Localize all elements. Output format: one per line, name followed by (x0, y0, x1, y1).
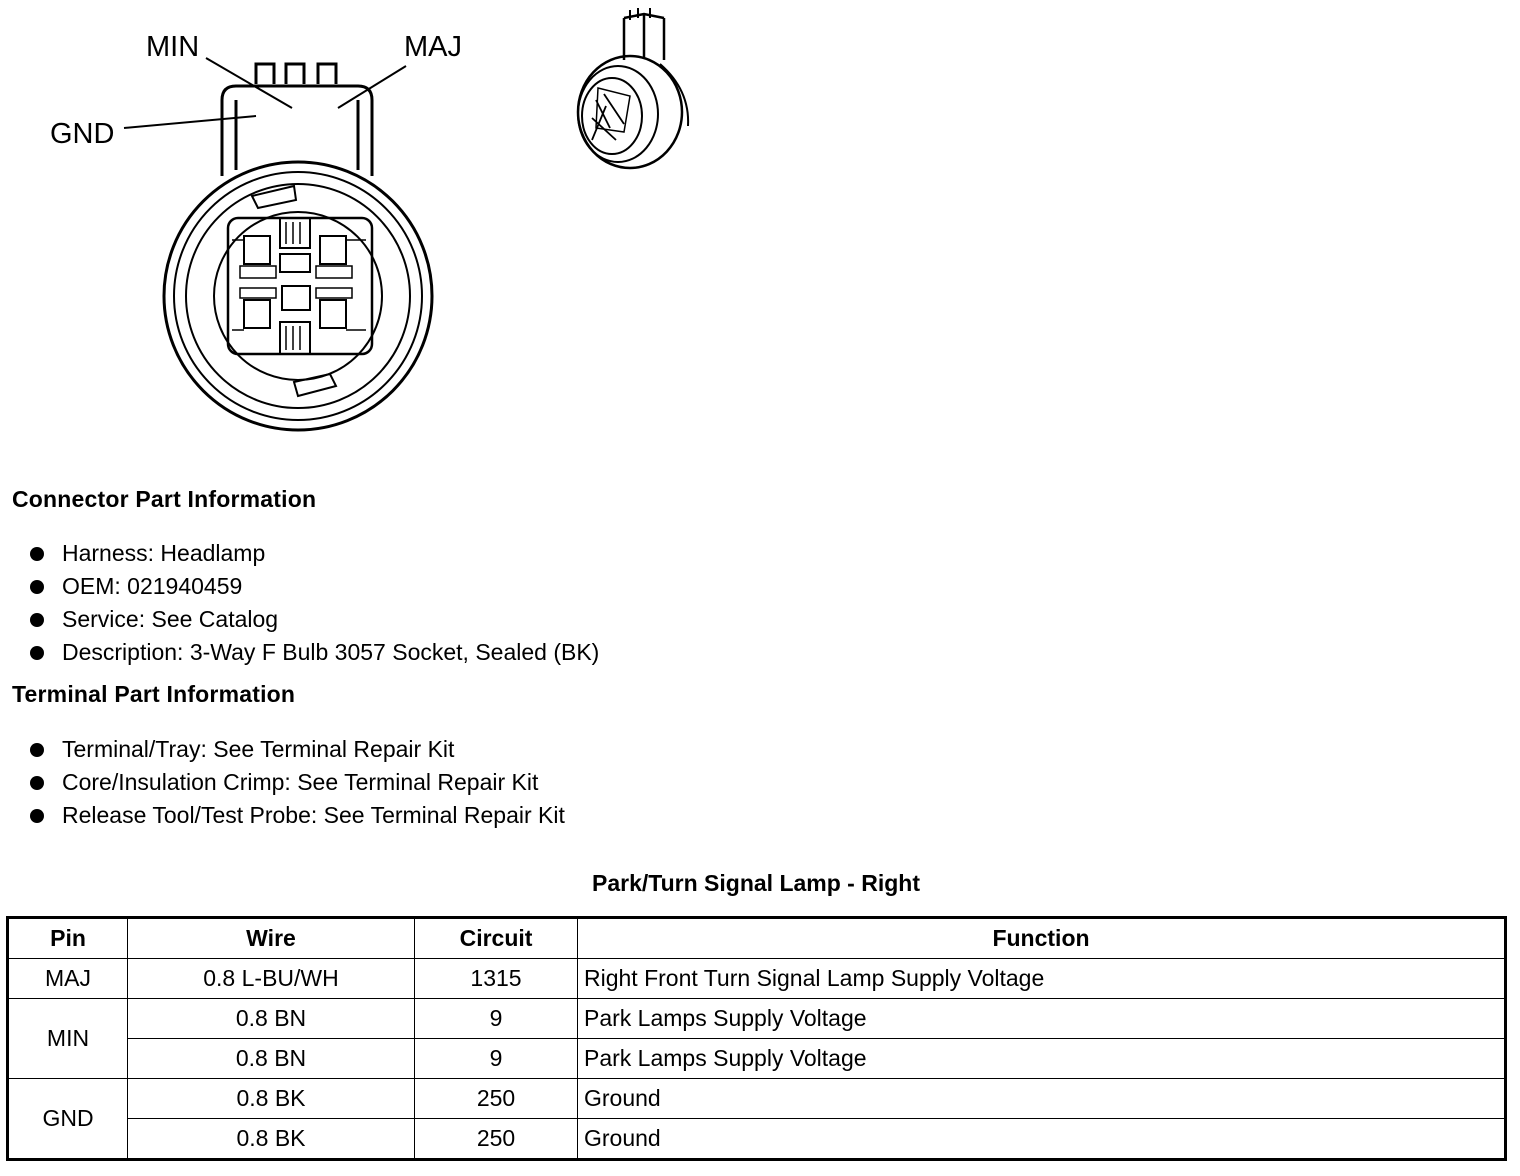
list-item (28, 733, 565, 766)
header-pin: Pin (8, 918, 128, 959)
cell-function: Park Lamps Supply Voltage (578, 999, 1506, 1039)
cell-function: Ground (578, 1119, 1506, 1160)
connector-diagram (0, 0, 760, 440)
bullet-icon (30, 776, 44, 790)
table-title: Park/Turn Signal Lamp - Right (592, 870, 920, 896)
cell-pin: MIN (8, 999, 128, 1079)
pin-table (6, 916, 1507, 1161)
list-item (28, 636, 599, 669)
terminal-info-list (28, 733, 565, 832)
table-row (8, 1079, 1506, 1119)
cell-function: Park Lamps Supply Voltage (578, 1039, 1506, 1079)
list-item (28, 570, 599, 603)
header-wire: Wire (128, 918, 415, 959)
table-row (8, 959, 1506, 999)
cell-wire: 0.8 BN (128, 1039, 415, 1079)
table-header-row (8, 918, 1506, 959)
list-item-text: Terminal/Tray: See Terminal Repair Kit (62, 736, 455, 762)
bullet-icon (30, 547, 44, 561)
list-item-text: Service: See Catalog (62, 606, 279, 632)
cell-pin: MAJ (8, 959, 128, 999)
cell-wire: 0.8 BK (128, 1119, 415, 1160)
list-item-text: Description: 3-Way F Bulb 3057 Socket, Sealed (BK) (62, 639, 600, 665)
list-item (28, 799, 565, 832)
cell-circuit: 250 (415, 1119, 578, 1160)
cell-pin: GND (8, 1079, 128, 1160)
label-gnd: GND (50, 118, 115, 150)
bullet-icon (30, 646, 44, 660)
header-circuit: Circuit (415, 918, 578, 959)
connector-info-list (28, 537, 599, 669)
bullet-icon (30, 743, 44, 757)
cell-function: Right Front Turn Signal Lamp Supply Voltage (578, 959, 1506, 999)
list-item (28, 603, 599, 636)
cell-wire: 0.8 BK (128, 1079, 415, 1119)
terminal-info-heading: Terminal Part Information (12, 681, 296, 707)
cell-circuit: 9 (415, 999, 578, 1039)
cell-wire: 0.8 BN (128, 999, 415, 1039)
bullet-icon (30, 613, 44, 627)
cell-function: Ground (578, 1079, 1506, 1119)
table-row (8, 1119, 1506, 1160)
list-item (28, 537, 599, 570)
cell-circuit: 9 (415, 1039, 578, 1079)
table-row (8, 999, 1506, 1039)
label-maj: MAJ (404, 31, 462, 63)
bullet-icon (30, 580, 44, 594)
cell-wire: 0.8 L-BU/WH (128, 959, 415, 999)
list-item-text: OEM: 021940459 (62, 573, 243, 599)
connector-info-heading: Connector Part Information (12, 486, 317, 512)
label-min: MIN (146, 31, 200, 63)
table-row (8, 1039, 1506, 1079)
list-item (28, 766, 565, 799)
bullet-icon (30, 809, 44, 823)
list-item-text: Harness: Headlamp (62, 540, 266, 566)
list-item-text: Core/Insulation Crimp: See Terminal Repair Kit (62, 769, 539, 795)
header-function: Function (578, 918, 1506, 959)
cell-circuit: 250 (415, 1079, 578, 1119)
list-item-text: Release Tool/Test Probe: See Terminal Repair Kit (62, 802, 565, 828)
cell-circuit: 1315 (415, 959, 578, 999)
